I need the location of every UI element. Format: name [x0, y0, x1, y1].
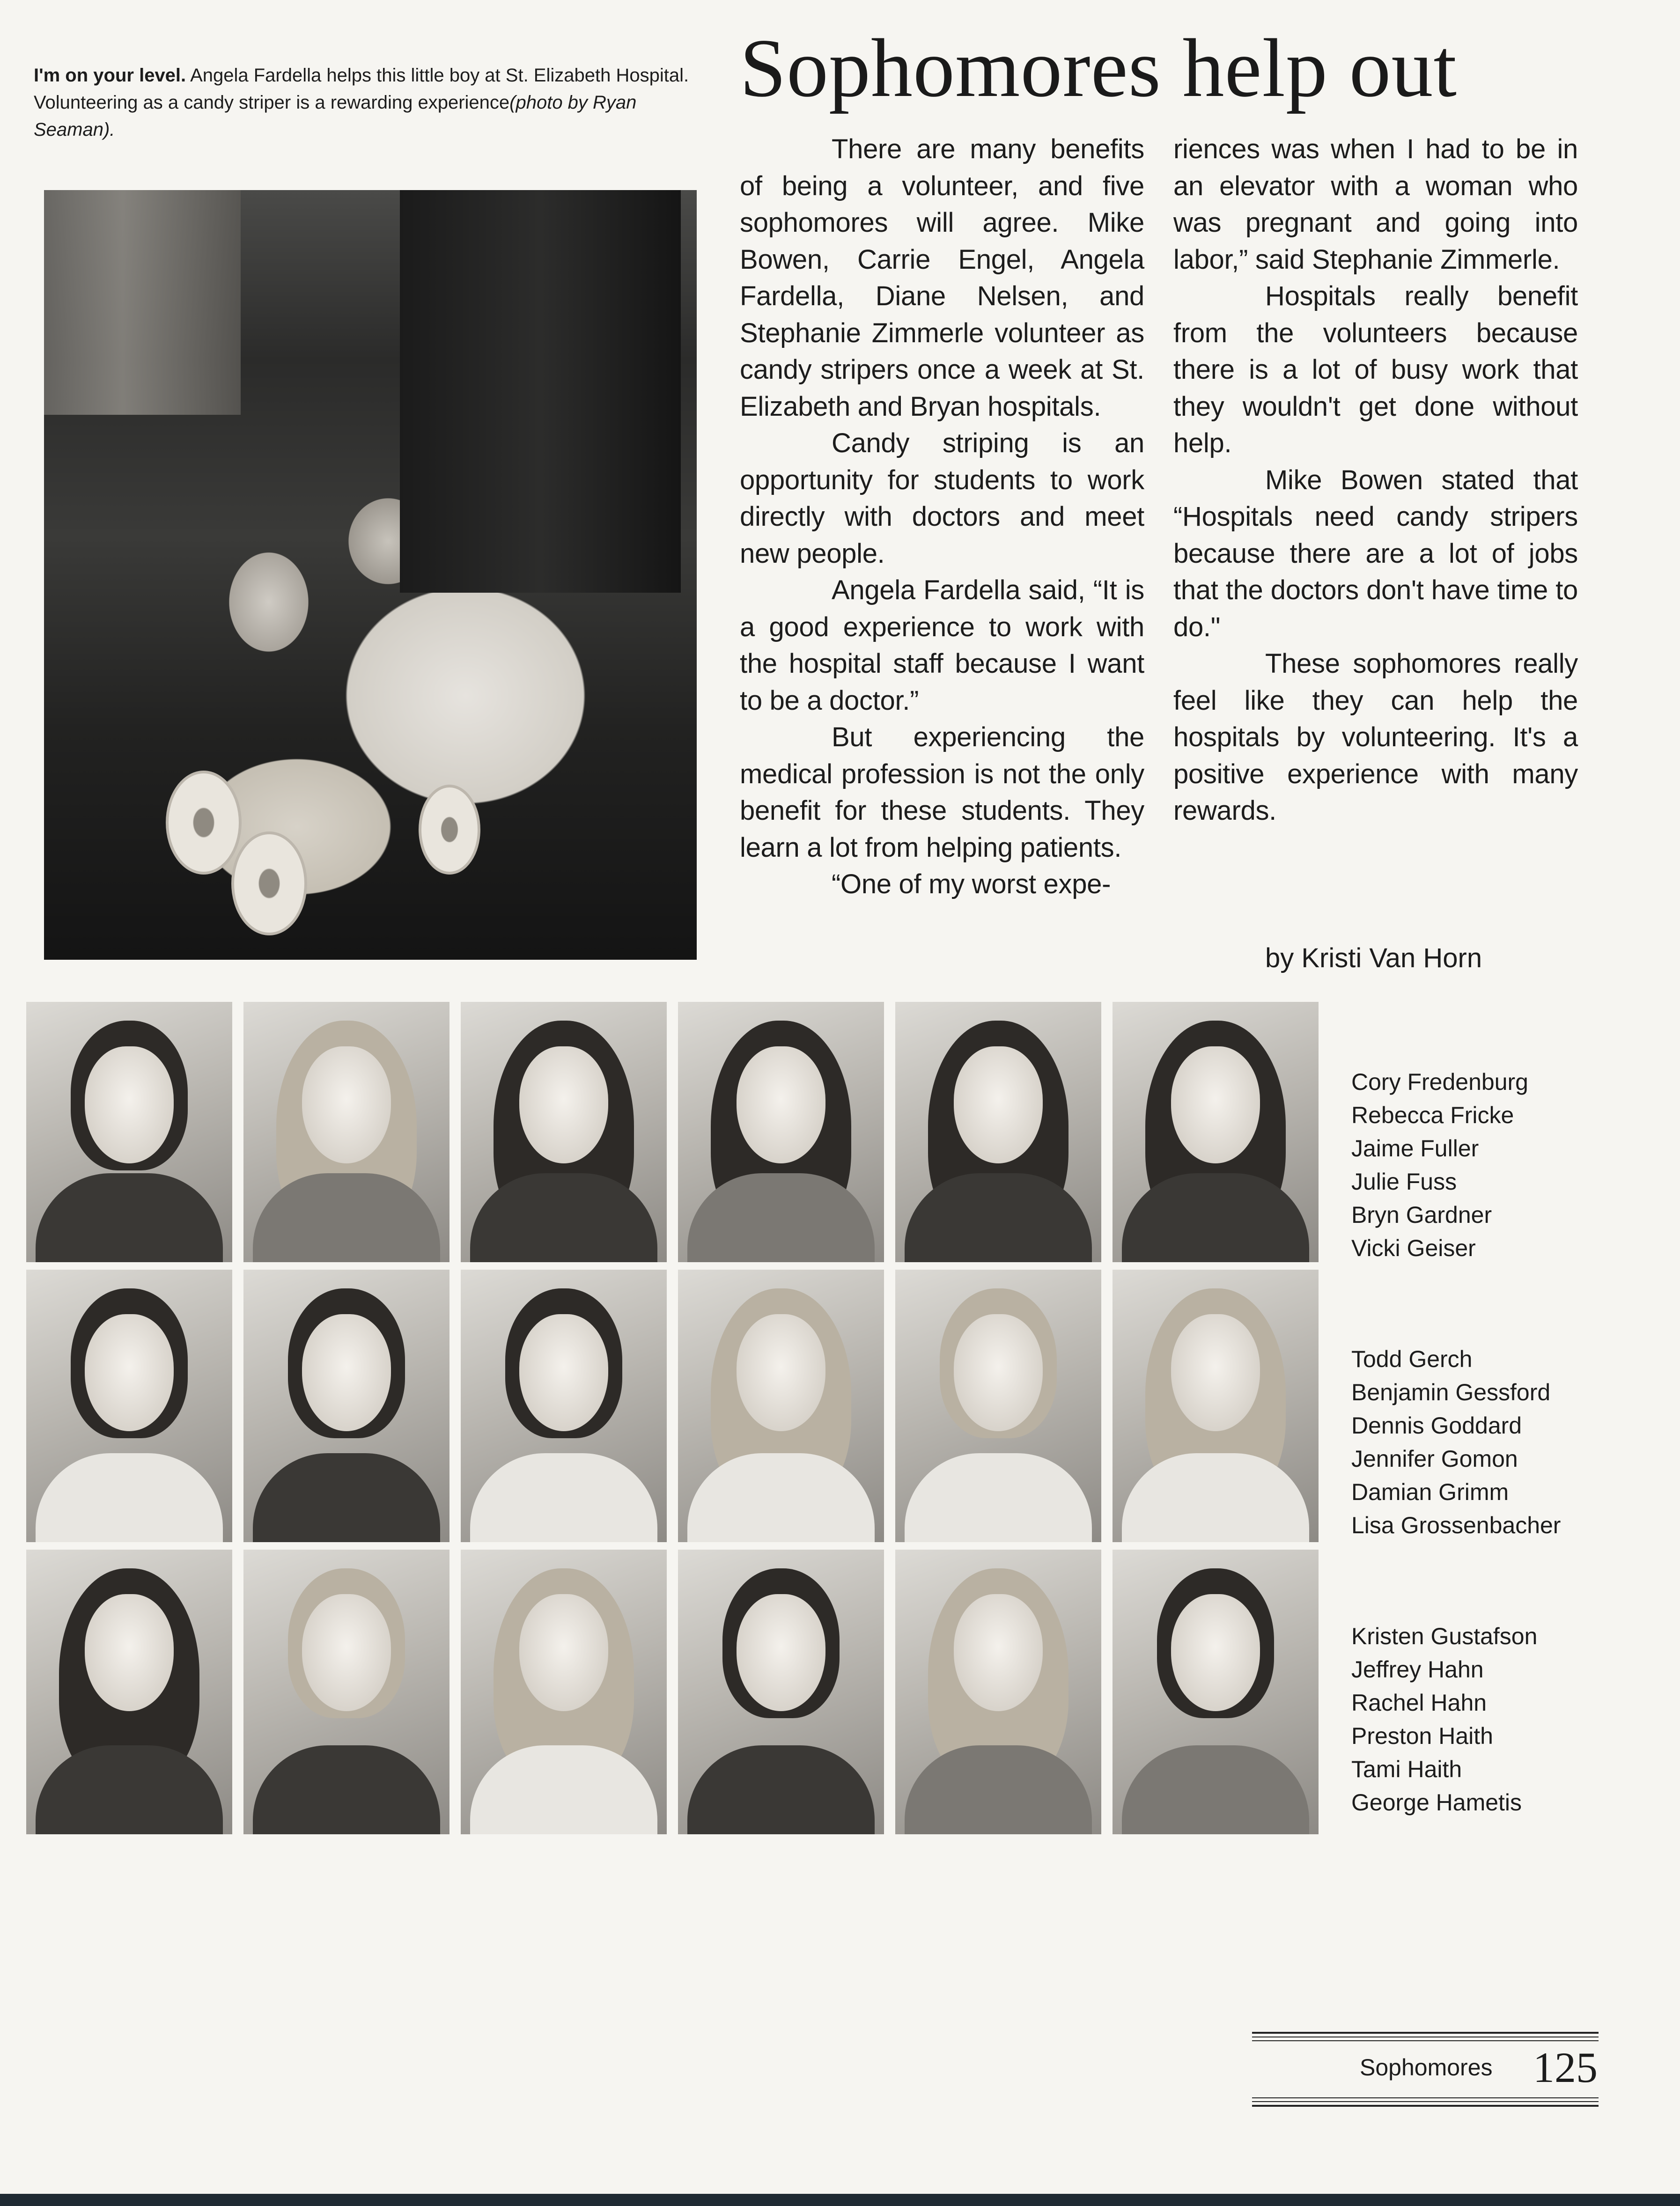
- article-paragraph: “One of my worst expe-: [832, 869, 1111, 899]
- student-portrait: [678, 1002, 884, 1262]
- student-portrait: [1113, 1550, 1319, 1834]
- caption-lead: I'm on your level.: [34, 65, 186, 86]
- student-name: Cory Fredenburg: [1351, 1069, 1528, 1095]
- headline: Sophomores help out: [740, 22, 1457, 114]
- name-list-row-3: [1351, 1620, 1537, 1819]
- student-portrait: [461, 1550, 667, 1834]
- section-label: Sophomores: [1360, 2054, 1493, 2081]
- student-name: Rachel Hahn: [1351, 1690, 1487, 1716]
- student-name: Preston Haith: [1351, 1723, 1493, 1749]
- footer-rule: [1252, 2040, 1599, 2041]
- student-portrait: [895, 1002, 1101, 1262]
- student-portrait: [678, 1270, 884, 1542]
- article-paragraph: riences was when I had to be in an elevator with a woman who was pregnant and going into labor,” said Stephanie Zimmerle.: [1173, 134, 1578, 275]
- photo-caption: [34, 62, 689, 143]
- student-portrait: [461, 1002, 667, 1262]
- student-name: Tami Haith: [1351, 1756, 1462, 1782]
- footer-rule: [1252, 2101, 1599, 2102]
- article-paragraph: Angela Fardella said, “It is a good experience to work with the hospital staff because I want to be a doctor.”: [740, 575, 1144, 716]
- article-paragraph: But experiencing the medical profession is not the only benefit for these students. They learn a lot from helping patients.: [740, 722, 1144, 863]
- student-portrait: [1113, 1002, 1319, 1262]
- page-edge: [0, 2194, 1680, 2206]
- student-portrait: [26, 1550, 232, 1834]
- footer-rule: [1252, 2032, 1599, 2034]
- article-paragraph: Candy striping is an opportunity for students to work directly with doctors and meet new people.: [740, 428, 1144, 569]
- article-paragraph: These sophomores really feel like they can help the hospitals by volunteering. It's a positive experience with many rewards.: [1173, 648, 1578, 826]
- page-number: 125: [1533, 2044, 1598, 2091]
- footer-rule: [1252, 2097, 1599, 2098]
- footer-rule: [1252, 2105, 1599, 2107]
- name-list-row-1: [1351, 1066, 1528, 1265]
- article-paragraph: Hospitals really benefit from the volunteers because there is a lot of busy work that they wouldn't get done without help.: [1173, 281, 1578, 458]
- article-paragraph: There are many benefits of being a volunteer, and five sophomores will agree. Mike Bowen, Carrie Engel, Angela Fardella, Diane Nelsen, and Stephanie Zimmerle volunteer as candy stripers once a week at St. Elizabeth and Bryan hospitals.: [740, 134, 1144, 422]
- student-portrait: [26, 1002, 232, 1262]
- student-name: Damian Grimm: [1351, 1479, 1509, 1505]
- article-paragraph: Mike Bowen stated that “Hospitals need candy stripers because there are a lot of jobs that the doctors don't have time to do.": [1173, 464, 1578, 642]
- student-portrait: [895, 1550, 1101, 1834]
- photo-credit: (photo by Ryan Seaman).: [34, 92, 637, 140]
- page-footer: [1252, 2032, 1599, 2109]
- article-column-1: [740, 131, 1144, 903]
- student-portrait: [1113, 1270, 1319, 1542]
- student-portrait: [243, 1002, 449, 1262]
- student-name: Vicki Geiser: [1351, 1235, 1476, 1261]
- student-name: George Hametis: [1351, 1789, 1522, 1816]
- name-list-row-2: [1351, 1343, 1561, 1542]
- student-name: Bryn Gardner: [1351, 1202, 1492, 1228]
- portrait-grid: [26, 1002, 1319, 1834]
- photo-wall: [44, 190, 241, 415]
- student-name: Kristen Gustafson: [1351, 1623, 1538, 1649]
- student-name: Julie Fuss: [1351, 1169, 1457, 1195]
- student-name: Rebecca Fricke: [1351, 1102, 1514, 1128]
- student-portrait: [895, 1270, 1101, 1542]
- byline: by Kristi Van Horn: [1265, 943, 1482, 973]
- student-portrait: [243, 1270, 449, 1542]
- feature-photo: [44, 190, 697, 960]
- student-portrait: [26, 1270, 232, 1542]
- student-name: Dennis Goddard: [1351, 1412, 1522, 1439]
- stroller-wheel: [231, 831, 307, 935]
- article-column-2: [1173, 131, 1578, 830]
- student-portrait: [678, 1550, 884, 1834]
- student-name: Todd Gerch: [1351, 1346, 1473, 1372]
- student-name: Jaime Fuller: [1351, 1135, 1479, 1162]
- student-name: Jennifer Gomon: [1351, 1446, 1518, 1472]
- stroller-wheel: [419, 785, 480, 875]
- student-portrait: [243, 1550, 449, 1834]
- stroller-wheel: [166, 771, 242, 875]
- caption-text: Angela Fardella helps this little boy at St. Elizabeth Hospital. Volunteering as a candy striper is a rewarding experience: [34, 65, 689, 113]
- student-name: Jeffrey Hahn: [1351, 1656, 1484, 1683]
- photo-door: [400, 190, 681, 593]
- student-name: Lisa Grossenbacher: [1351, 1512, 1561, 1538]
- student-name: Benjamin Gessford: [1351, 1379, 1551, 1405]
- student-portrait: [461, 1270, 667, 1542]
